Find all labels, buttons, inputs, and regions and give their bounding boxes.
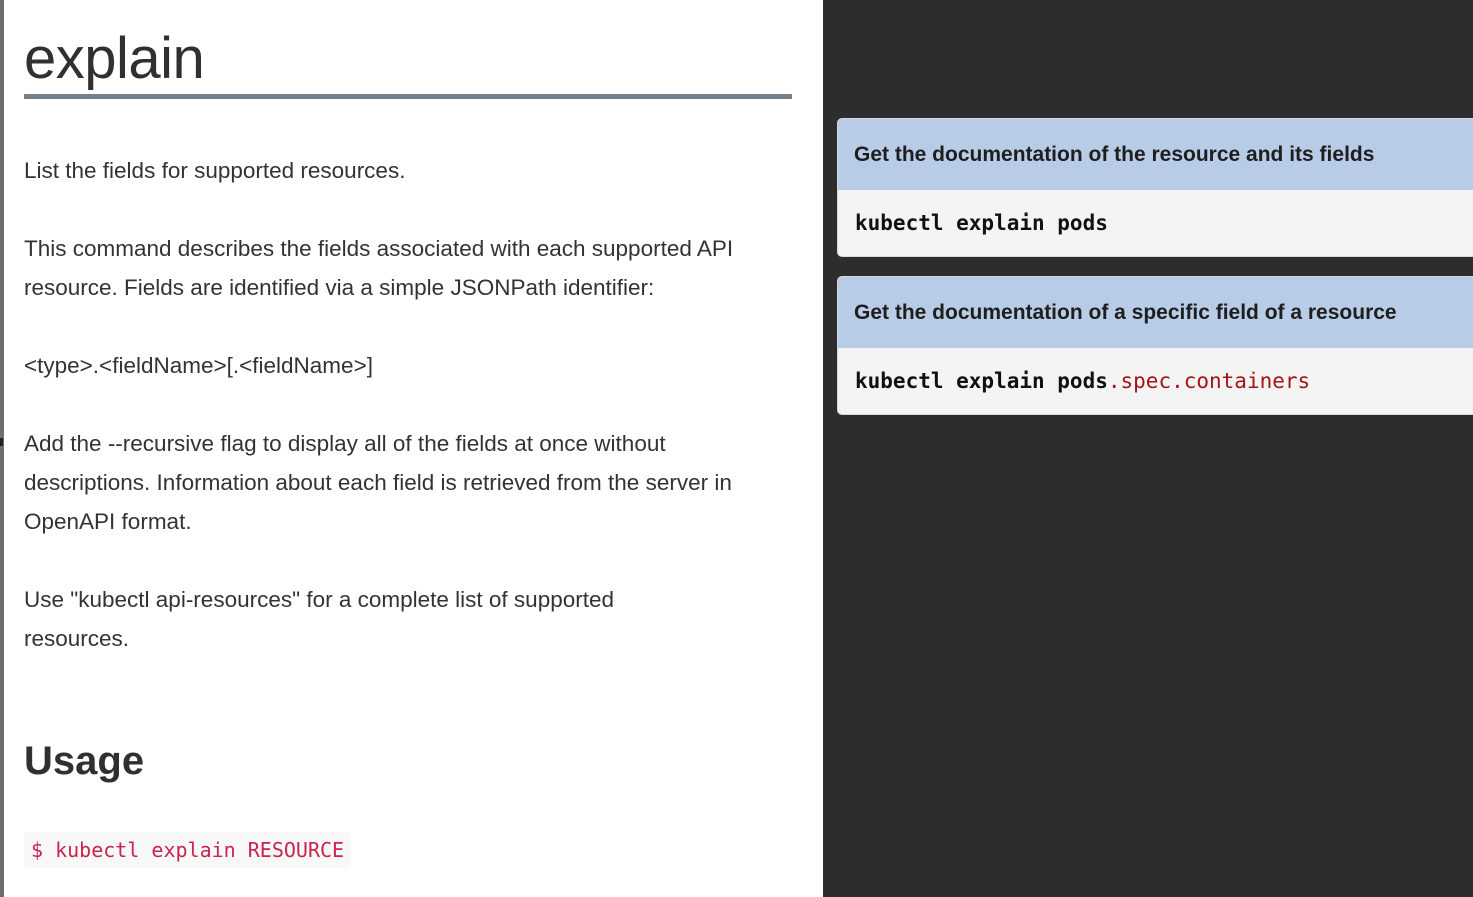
usage-code: $ kubectl explain RESOURCE [24, 832, 351, 868]
syntax-paragraph: <type>.<fieldName>[.<fieldName>] [24, 353, 373, 378]
description-paragraph: Use "kubectl api-resources" for a complete list of supported resources. [24, 587, 614, 651]
usage-heading: Usage [24, 739, 145, 783]
title-underline [24, 94, 792, 99]
example-code [838, 190, 1473, 256]
description-paragraph: Add the --recursive flag to display all of the fields at once without descriptions. Information about each field is retrieved from the server in OpenAPI format. [24, 431, 732, 534]
example-command-suffix: .spec.containers [1107, 369, 1311, 393]
description-paragraph: List the fields for supported resources. [24, 158, 406, 183]
page-title: explain [24, 26, 205, 91]
description-paragraph: This command describes the fields associated with each supported API resource. Fields are identified via a simple JSONPath identifier: [24, 236, 734, 300]
example-heading: Get the documentation of a specific field of a resource [838, 277, 1473, 348]
documentation-pane [4, 0, 823, 897]
example-heading: Get the documentation of the resource and its fields [838, 119, 1473, 190]
example-command: kubectl explain pods [855, 369, 1108, 393]
example-code [838, 348, 1473, 414]
example-card [837, 276, 1473, 415]
example-command: kubectl explain pods [855, 211, 1108, 235]
examples-pane [837, 118, 1473, 434]
example-card [837, 118, 1473, 257]
scroll-marker [0, 438, 3, 446]
